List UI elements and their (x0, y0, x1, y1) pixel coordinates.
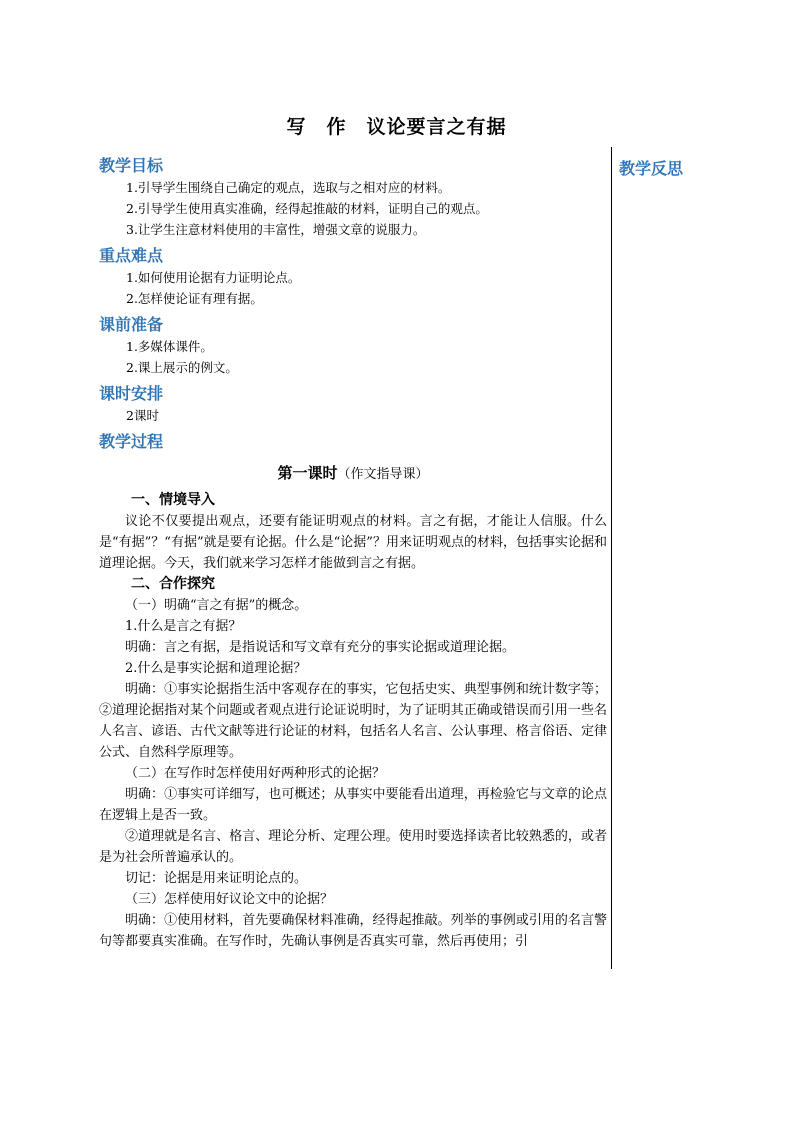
paragraph: 明确：①事实可详细写，也可概述；从事实中要能看出道理，再检验它与文章的论点在逻辑上是否一致。 (99, 787, 607, 823)
key-point-item: 1.如何使用论据有力证明论点。 (126, 270, 301, 285)
schedule-heading: 课时安排 (99, 384, 164, 403)
prep-item: 2.课上展示的例文。 (126, 360, 238, 375)
schedule-item: 2课时 (126, 408, 159, 423)
column-divider (611, 147, 612, 969)
lesson-title (99, 462, 607, 486)
paragraph: ②道理就是名言、格言、理论分析、定理公理。使用时要选择读者比较熟悉的，或者是为社会所普遍承认的。 (99, 829, 607, 865)
section-heading: 一、情境导入 (131, 492, 215, 508)
goals-heading: 教学目标 (99, 156, 164, 175)
paragraph: 明确：言之有据，是指说话和写文章有充分的事实论据或道理论据。 (125, 640, 516, 655)
goal-item: 3.让学生注意材料使用的丰富性，增强文章的说服力。 (126, 222, 426, 237)
reflection-heading: 教学反思 (619, 159, 684, 178)
paragraph: 议论不仅要提出观点，还要有能证明观点的材料。言之有据，才能让人信服。什么是“有据”？“有据”就是要有论据。什么是“论据”？用来证明观点的材料，包括事实论据和道理论据。今天，我们就来学习怎样才能做到言之有据。 (99, 514, 607, 571)
key-point-item: 2.怎样使论证有理有据。 (126, 291, 263, 306)
page-title: 写 作 议论要言之有据 (286, 116, 507, 138)
paragraph: 切记：论据是用来证明论点的。 (125, 871, 308, 886)
main-column (99, 154, 607, 952)
paragraph: 2.什么是事实论据和道理论据？ (125, 661, 307, 676)
process-heading: 教学过程 (99, 432, 164, 451)
key-points-heading: 重点难点 (99, 246, 164, 265)
prep-item: 1.多媒体课件。 (126, 339, 213, 354)
paragraph: （二）在写作时怎样使用好两种形式的论据？ (125, 766, 386, 781)
lesson-subtitle: （作文指导课） (337, 467, 429, 482)
prep-heading: 课前准备 (99, 315, 164, 334)
paragraph: （一）明确“言之有据”的概念。 (125, 598, 308, 613)
paragraph: 明确：①使用材料，首先要确保材料准确，经得起推敲。列举的事例或引用的名言警句等都要真实准确。在写作时，先确认事例是否真实可靠，然后再使用；引 (99, 913, 607, 949)
goal-item: 2.引导学生使用真实准确，经得起推敲的材料，证明自己的观点。 (126, 201, 488, 216)
paragraph: 1.什么是言之有据？ (125, 619, 242, 634)
section-heading: 二、合作探究 (131, 576, 215, 592)
paragraph: 明确：①事实论据指生活中客观存在的事实，它包括史实、典型事例和统计数字等；②道理论据指对某个问题或者观点进行论证说明时，为了证明其正确或错误而引用一些名人名言、谚语、古代文献等进行论证的材料，包括名人名言、公认事理、格言俗语、定律公式、自然科学原理等。 (99, 682, 607, 760)
goal-item: 1.引导学生围绕自己确定的观点，选取与之相对应的材料。 (126, 180, 451, 195)
lesson-name: 第一课时 (277, 464, 338, 482)
paragraph: （三）怎样使用好议论文中的论据？ (125, 892, 334, 907)
